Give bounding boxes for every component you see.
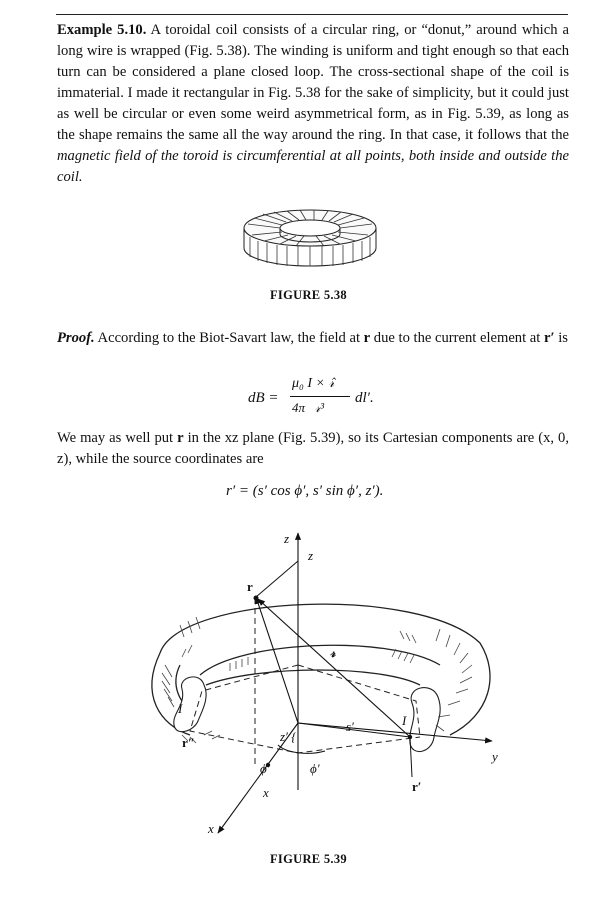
equation-2: r′ = (s′ cos ϕ′, s′ sin ϕ′, z′). bbox=[226, 483, 384, 499]
para2-r: r bbox=[177, 430, 184, 446]
script-r-vector bbox=[258, 599, 410, 737]
example-heading: Example 5.10. bbox=[57, 22, 147, 38]
label-I-left: I bbox=[178, 701, 183, 716]
label-z-axis: z bbox=[284, 531, 290, 546]
proof-text-c: is bbox=[554, 330, 568, 346]
label-phi-prime-a: ϕ′ bbox=[260, 761, 270, 776]
proof-r: r bbox=[363, 330, 371, 346]
label-phi-prime-b: ϕ′ bbox=[310, 761, 320, 776]
equation-1-lhs: dB = bbox=[248, 390, 279, 406]
label-x-point: x bbox=[263, 785, 269, 800]
s-prime-line bbox=[298, 723, 410, 737]
label-y-axis: y bbox=[492, 749, 498, 764]
proof-text-b: due to the current element at bbox=[370, 330, 544, 346]
label-I-right: I bbox=[402, 713, 407, 728]
figure-5-39-caption: FIGURE 5.39 bbox=[270, 852, 347, 866]
label-script-r: 𝓇 bbox=[330, 645, 336, 660]
equation-1-numerator: μ₀ I × 𝓇̂ bbox=[292, 376, 335, 391]
label-r-vector: r bbox=[247, 579, 253, 594]
proof-text-a: According to the Biot-Savart law, the field at bbox=[94, 330, 364, 346]
label-z-point: z bbox=[308, 548, 314, 563]
r-point bbox=[254, 596, 259, 601]
proof-paragraph bbox=[57, 328, 569, 349]
label-z-prime: z′ { bbox=[280, 729, 297, 744]
top-rule bbox=[56, 14, 568, 15]
para2-text-b: in the xz plane (Fig. 5.39), so its Cartesian components are (x, 0, z), while the source coordinates are bbox=[57, 430, 569, 467]
equation-1-tail: dl′. bbox=[355, 390, 374, 406]
proof-heading: Proof. bbox=[57, 330, 95, 346]
figure-5-38-caption: FIGURE 5.38 bbox=[270, 288, 347, 302]
proof-rprime: r′ bbox=[544, 330, 555, 346]
label-r-double-prime: r″ bbox=[182, 735, 195, 750]
r-point-to-z bbox=[256, 561, 298, 597]
right-cross-section bbox=[410, 688, 440, 752]
para2-text-a: We may as well put bbox=[57, 430, 178, 446]
example-paragraph bbox=[57, 20, 569, 188]
figure-5-39 bbox=[120, 525, 520, 843]
label-r-prime: r′ bbox=[412, 779, 422, 794]
equation-1-denominator: 4π 𝓇³ bbox=[292, 400, 325, 415]
label-x-axis: x bbox=[208, 821, 214, 836]
cartesian-paragraph bbox=[57, 428, 569, 470]
label-s-prime: s′ bbox=[346, 719, 354, 734]
y-axis bbox=[298, 723, 492, 741]
figure-5-38 bbox=[230, 206, 390, 286]
example-emphasis: magnetic field of the toroid is circumferential at all points, both inside and outside the coil. bbox=[57, 148, 569, 185]
example-body: A toroidal coil consists of a circular ring, or “donut,” around which a long wire is wrapped (Fig. 5.38). The winding is uniform and tight enough so that each turn can be considered a plane closed loop. The cross-sectional shape of the coil is immaterial. I made it rectangular in Fig. 5.38 for the sake of simplicity, but it could just as well be circular or even some weird asymmetrical form, as in Fig. 5.39, as long as the shape remains the same all the way around the ring. In that case, it follows that the bbox=[57, 22, 570, 143]
construction-lines bbox=[190, 598, 420, 765]
source-point bbox=[408, 735, 412, 739]
equation-1-fraction-bar bbox=[290, 396, 350, 397]
